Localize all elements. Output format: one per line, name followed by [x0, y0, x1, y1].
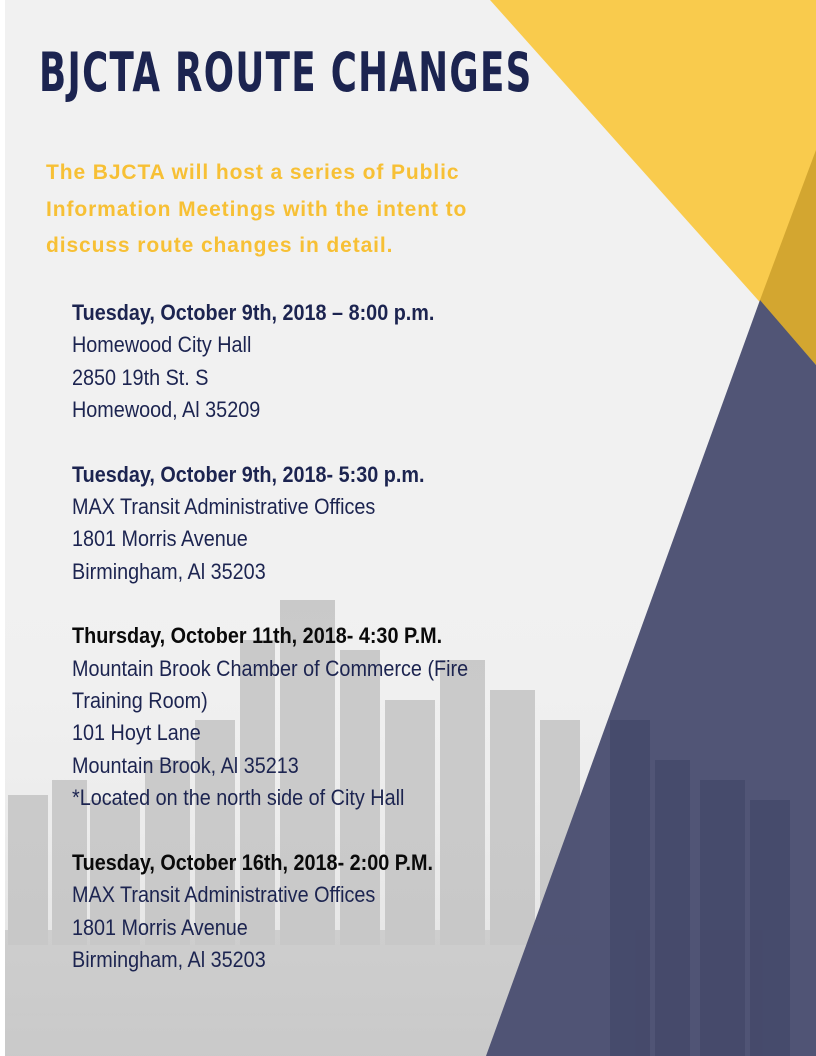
meeting-street-address: 2850 19th St. S — [72, 364, 209, 390]
intro-text: The BJCTA will host a series of Public Information Meetings with the intent to discuss route changes in detail. — [46, 161, 468, 257]
meeting-note: *Located on the north side of City Hall — [72, 785, 405, 811]
meeting-city: Mountain Brook, Al 35213 — [72, 752, 299, 778]
left-margin-strip — [0, 0, 5, 1056]
meeting-date-time: Tuesday, October 16th, 2018- 2:00 P.M. — [72, 849, 433, 875]
meeting-street-address: 1801 Morris Avenue — [72, 526, 248, 552]
meeting-street-address: 1801 Morris Avenue — [72, 914, 248, 940]
meeting-city: Birmingham, Al 35203 — [72, 946, 266, 972]
meeting-date-time: Thursday, October 11th, 2018- 4:30 P.M. — [72, 623, 443, 649]
meeting-venue: MAX Transit Administrative Offices — [72, 494, 376, 520]
meeting-item — [72, 459, 572, 589]
meeting-venue: Homewood City Hall — [72, 332, 252, 358]
meeting-venue: Mountain Brook Chamber of Commerce (Fire Training Room) — [72, 655, 469, 714]
meeting-city: Homewood, Al 35209 — [72, 397, 261, 423]
meeting-item — [72, 847, 572, 977]
meeting-date-time: Tuesday, October 9th, 2018- 5:30 p.m. — [72, 461, 425, 487]
meeting-venue: MAX Transit Administrative Offices — [72, 882, 376, 908]
page-title: BJCTA ROUTE CHANGES — [39, 41, 533, 104]
meeting-item — [72, 297, 572, 427]
meeting-list — [72, 297, 572, 1008]
meeting-street-address: 101 Hoyt Lane — [72, 720, 201, 746]
meeting-item — [72, 620, 572, 814]
meeting-date-time: Tuesday, October 9th, 2018 – 8:00 p.m. — [72, 300, 435, 325]
meeting-city: Birmingham, Al 35203 — [72, 558, 266, 584]
